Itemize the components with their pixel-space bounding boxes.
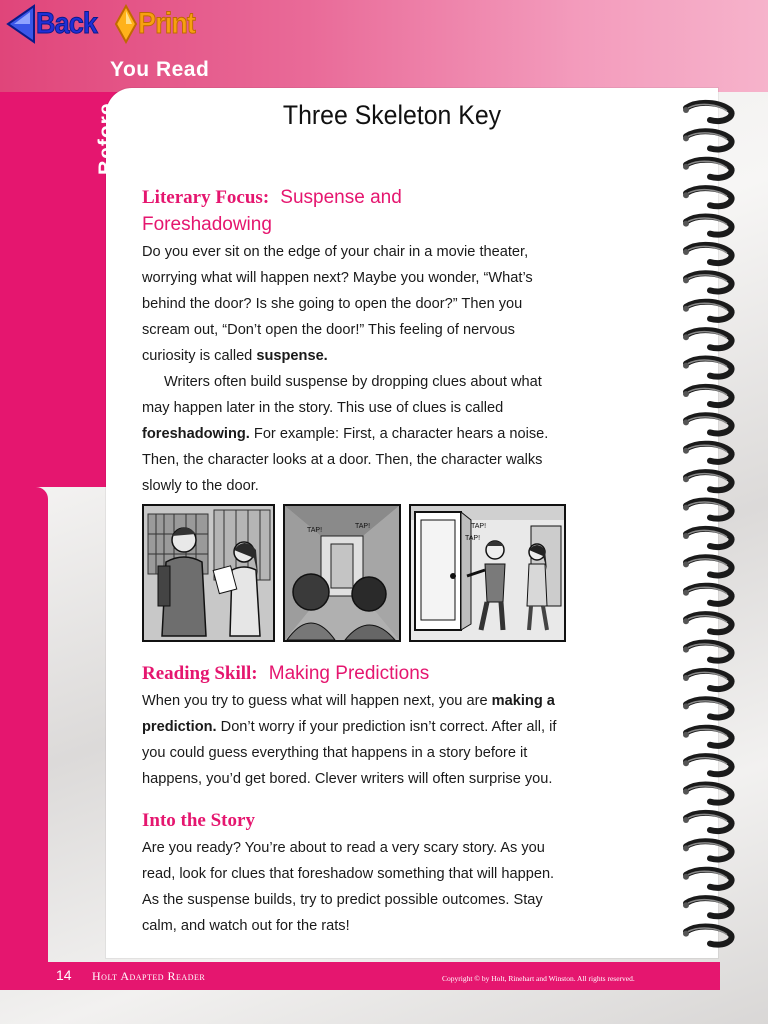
reading-paragraph	[142, 688, 567, 792]
page-number: 14	[56, 967, 72, 983]
into-story-heading	[142, 807, 255, 834]
literary-focus-heading	[142, 184, 402, 238]
spiral-coil	[683, 472, 732, 490]
reading-p-text-b: Don’t worry if your prediction isn’t correct. After all, if you could guess everything that happens in a story before it happens, you’d get bored. Clever writers will often surprise you.	[142, 719, 557, 787]
literary-paragraph-2	[142, 369, 567, 499]
page-title: Three Skeleton Key	[282, 100, 502, 130]
illustration-panel-3	[409, 504, 566, 642]
spiral-coil	[683, 359, 732, 377]
nav-bar	[6, 2, 205, 46]
spiral-coil	[683, 415, 732, 433]
spiral-coil	[683, 103, 732, 121]
print-button[interactable]	[114, 4, 201, 44]
spiral-coil	[683, 841, 732, 859]
back-label: Back	[36, 7, 97, 40]
door-hallway-illustration	[285, 506, 399, 640]
spiral-binding	[676, 92, 736, 952]
knocking-door-illustration	[411, 506, 564, 640]
students-hallway-illustration	[144, 506, 273, 640]
diamond-icon	[114, 4, 138, 44]
tap-text-3: TAP!	[471, 523, 487, 530]
illustration-panel-2	[283, 504, 401, 642]
spiral-coil	[683, 699, 732, 717]
literary-focus-kicker: Literary Focus:	[142, 187, 270, 208]
literary-focus-topic-1: Suspense and	[280, 187, 402, 208]
spiral-coil	[683, 330, 732, 348]
spiral-coil	[683, 188, 732, 206]
spiral-coil	[683, 614, 732, 632]
spiral-coil	[683, 302, 732, 320]
tap-text-1: TAP!	[307, 527, 323, 534]
spiral-coil	[683, 813, 732, 831]
literary-p1-text: Do you ever sit on the edge of your chair in a movie theater, worrying what will happen next? Maybe you wonder, “What’s behind the door? Is she going to open the door?” Then you scream out, “Don’t open the door!” This feeling of nervous curiosity is called	[142, 244, 533, 364]
spiral-coil	[683, 643, 732, 661]
spiral-coil	[683, 927, 732, 945]
illustration-panel-1	[142, 504, 275, 642]
print-label: Print	[137, 7, 195, 40]
making-prediction-term: making a prediction.	[142, 693, 555, 735]
literary-p2-text-a: Writers often build suspense by dropping clues about what may happen later in the story. This use of clues is called	[142, 374, 542, 416]
left-magenta-tab	[0, 487, 48, 962]
book-title: Holt Adapted Reader	[92, 969, 206, 983]
foreshadowing-term: foreshadowing.	[142, 426, 250, 442]
literary-paragraph-1	[142, 239, 567, 369]
spiral-coil	[683, 671, 732, 689]
literary-focus-topic-2: Foreshadowing	[142, 214, 272, 235]
spiral-coil	[683, 557, 732, 575]
spiral-coil	[683, 898, 732, 916]
left-arrow-icon	[6, 4, 36, 44]
spiral-coil	[683, 785, 732, 803]
spiral-coil	[683, 217, 732, 235]
spiral-coil	[683, 444, 732, 462]
spiral-coil	[683, 501, 732, 519]
spiral-coil	[683, 387, 732, 405]
spiral-coil	[683, 870, 732, 888]
before-label: Before	[95, 102, 118, 175]
reading-skill-heading	[142, 660, 429, 687]
copyright-notice: Copyright © by Holt, Rinehart and Winston. All rights reserved.	[442, 974, 635, 983]
reading-skill-topic: Making Predictions	[268, 663, 430, 684]
spiral-coil	[683, 586, 732, 604]
spiral-coil	[683, 273, 732, 291]
story-paragraph	[142, 835, 567, 939]
illustration-strip	[142, 504, 566, 646]
story-p-text: Are you ready? You’re about to read a very scary story. As you read, look for clues that foreshadow something that will happen. As the suspense builds, try to predict possible outcomes. Stay calm, and watch out for the rats!	[142, 840, 555, 934]
tap-text-2: TAP!	[355, 523, 371, 530]
tap-text-4: TAP!	[465, 535, 481, 542]
you-read-label: You Read	[110, 58, 210, 81]
reading-skill-kicker: Reading Skill:	[142, 663, 258, 684]
suspense-term: suspense.	[256, 348, 328, 364]
back-button[interactable]	[6, 4, 104, 44]
spiral-coil	[683, 728, 732, 746]
literary-p2-text-b: For example: First, a character hears a noise. Then, the character looks at a door. Then, the character walks slowly to the door.	[142, 426, 549, 494]
spiral-coil	[683, 245, 732, 263]
into-story-kicker: Into the Story	[142, 810, 255, 831]
spiral-coil	[683, 131, 732, 149]
reading-p-text-a: When you try to guess what will happen next, you are	[142, 693, 492, 709]
spiral-coil	[683, 756, 732, 774]
spiral-coil	[683, 160, 732, 178]
spiral-coil	[683, 529, 732, 547]
